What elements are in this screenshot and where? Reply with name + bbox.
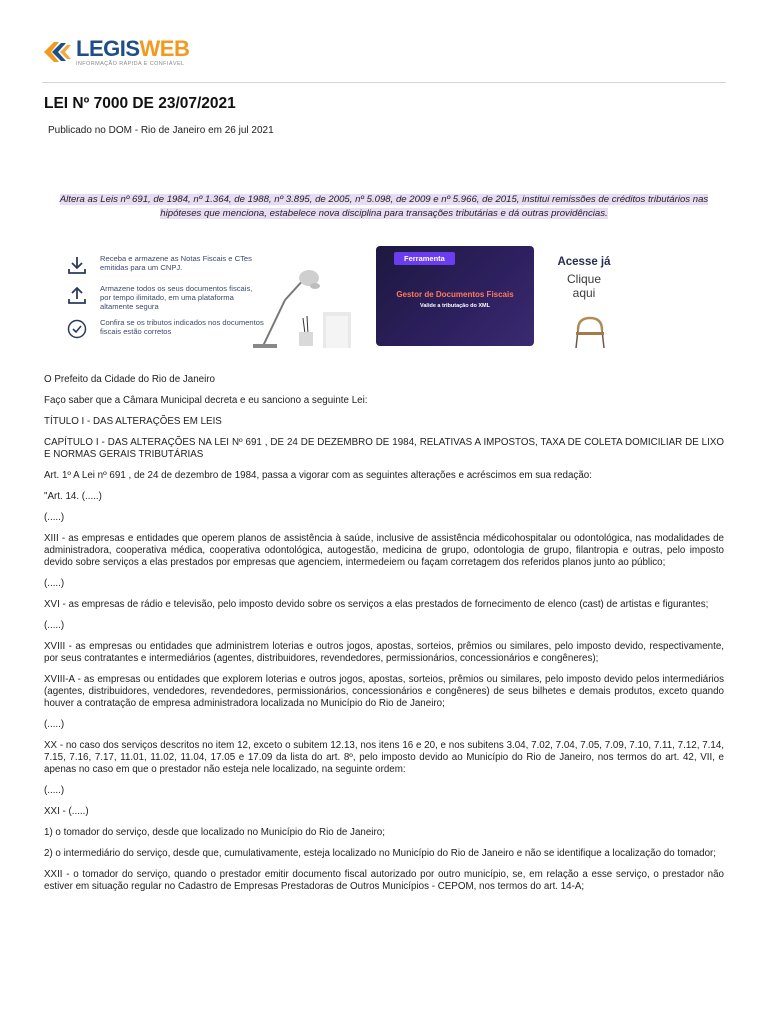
publication-info: Publicado no DOM - Rio de Janeiro em 26 jul 2021: [48, 125, 274, 136]
banner-feature-text: Armazene todos os seus documentos fiscais, por tempo ilimitado, em uma plataforma altamente segura: [100, 284, 253, 311]
banner-cta[interactable]: [544, 256, 624, 300]
screen-subtitle: Valide a tributação do XML: [420, 303, 490, 309]
law-paragraph: O Prefeito da Cidade do Rio de Janeiro: [44, 374, 216, 385]
law-paragraph: (.....): [44, 512, 65, 523]
law-body: [44, 374, 724, 902]
page-title: LEI Nº 7000 DE 23/07/2021: [44, 95, 236, 112]
check-circle-icon: [66, 318, 88, 340]
download-icon: [66, 254, 88, 276]
chair-illustration: [570, 314, 610, 348]
law-paragraph: XVIII - as empresas ou entidades que administrem loterias e outros jogos, apostas, sorteios, prêmios ou similares, pelo imposto devido, respectivamente, por seus contratantes e intermediários (agentes, distribuidores, revendedores, permissionários, concessionários e congêneres);: [44, 641, 724, 664]
law-paragraph: Faço saber que a Câmara Municipal decreta e eu sanciono a seguinte Lei:: [44, 395, 368, 406]
law-paragraph: XXII - o tomador do serviço, quando o prestador emitir documento fiscal autorizado por outro município, se, em relação a esse serviço, o prestador não estiver em situação regular no Cadastro de Empresas Prestadoras de Outros Municípios - CEPOM, nos termos do art. 14-A;: [44, 869, 724, 892]
law-paragraph: Art. 1º A Lei nº 691 , de 24 de dezembro de 1984, passa a vigorar com as seguintes alterações e acréscimos em sua redação:: [44, 470, 592, 481]
law-summary: Altera as Leis nº 691, de 1984, nº 1.364, de 1988, nº 3.895, de 2005, nº 5.098, de 2009 e nº 5.966, de 2015, institui remissões de créditos tributários nas hipóteses que menciona, estabelece nova disciplina para transações tributárias e dá outras providências.: [59, 194, 709, 219]
legisweb-logo[interactable]: [42, 38, 189, 68]
logo-tagline: INFORMAÇÃO RÁPIDA E CONFIÁVEL: [76, 61, 185, 67]
law-paragraph: 1) o tomador do serviço, desde que localizado no Município do Rio de Janeiro;: [44, 827, 385, 838]
upload-icon: [66, 284, 88, 306]
ad-banner[interactable]: [58, 238, 626, 348]
logo-wordmark: LEGISWEB: [76, 36, 190, 61]
law-paragraph: CAPÍTULO I - DAS ALTERAÇÕES NA LEI Nº 691 , DE 24 DE DEZEMBRO DE 1984, RELATIVAS A IMPOSTOS, TAXA DE COLETA DOMICILIAR DE LIXO E NORMAS GERAIS TRIBUTÁRIAS: [44, 437, 724, 460]
banner-feature-check: [66, 318, 265, 340]
screen-title: Gestor de Documentos Fiscais: [396, 290, 514, 299]
law-paragraph: (.....): [44, 578, 65, 589]
desk-lamp-illustration: [243, 266, 363, 348]
law-paragraph: "Art. 14. (.....): [44, 491, 102, 502]
law-paragraph: (.....): [44, 719, 65, 730]
law-paragraph: TÍTULO I - DAS ALTERAÇÕES EM LEIS: [44, 416, 222, 427]
screen-tag: Ferramenta: [394, 252, 455, 265]
law-paragraph: XVI - as empresas de rádio e televisão, pelo imposto devido sobre os serviços a elas prestados de fornecimento de elenco (cast) de artistas e figurantes;: [44, 599, 709, 610]
cta-title[interactable]: Acesse já: [557, 256, 611, 268]
law-paragraph: (.....): [44, 620, 65, 631]
banner-feature-text: Confira se os tributos indicados nos documentos fiscais estão corretos: [100, 318, 264, 336]
banner-feature-receive: [66, 254, 265, 276]
law-paragraph: (.....): [44, 785, 65, 796]
header-divider: [42, 82, 726, 83]
banner-feature-text: Receba e armazene as Notas Fiscais e CTes emitidas para um CNPJ.: [100, 254, 252, 272]
banner-feature-store: [66, 284, 265, 311]
law-paragraph: XIII - as empresas e entidades que operem planos de assistência à saúde, inclusive de assistência médicohospitalar ou odontológica, nas modalidades de administradora, cooperativa médica, cooperativa odontológica, autogestão, medicina de grupo, odontologia de grupo, filantropia e outras, pelo imposto devido sobre serviços a elas prestados por empresas que agenciem, intermedeiem ou façam corretagem dos referidos planos junto ao público;: [44, 533, 724, 568]
law-paragraph: XVIII-A - as empresas ou entidades que explorem loterias e outros jogos, apostas, sorteios, prêmios ou similares, pelo imposto devido pelos intermediários (agentes, distribuidores, vendedores, revendedores, permissionários, concessionários e congêneres) de seus bilhetes e demais produtos, exceto quando houver a contratação de empresa administradora localizada no Município do Rio de Janeiro;: [44, 674, 724, 709]
cta-click-here[interactable]: Clique aqui: [566, 272, 602, 300]
law-paragraph: XXI - (.....): [44, 806, 89, 817]
law-paragraph: XX - no caso dos serviços descritos no item 12, exceto o subitem 12.13, nos itens 16 e 20, e nos subitens 3.04, 7.02, 7.04, 7.05, 7.09, 7.10, 7.11, 7.12, 7.14, 7.15, 7.16, 7.17, 11.01, 11.02, 11.04, 17.05 e 17.09 da lista do art. 8º, pelo imposto devido ao Município do Rio de Janeiro, nos termos do art. 42, VII, e apenas no caso em que o prestador não esteja nele localizado, na seguinte ordem:: [44, 740, 724, 775]
law-paragraph: 2) o intermediário do serviço, desde que, cumulativamente, esteja localizado no Município do Rio de Janeiro e não se identifique a localização do tomador;: [44, 848, 717, 859]
logo-chevron-icon: [42, 40, 72, 64]
product-screen: [376, 246, 534, 346]
